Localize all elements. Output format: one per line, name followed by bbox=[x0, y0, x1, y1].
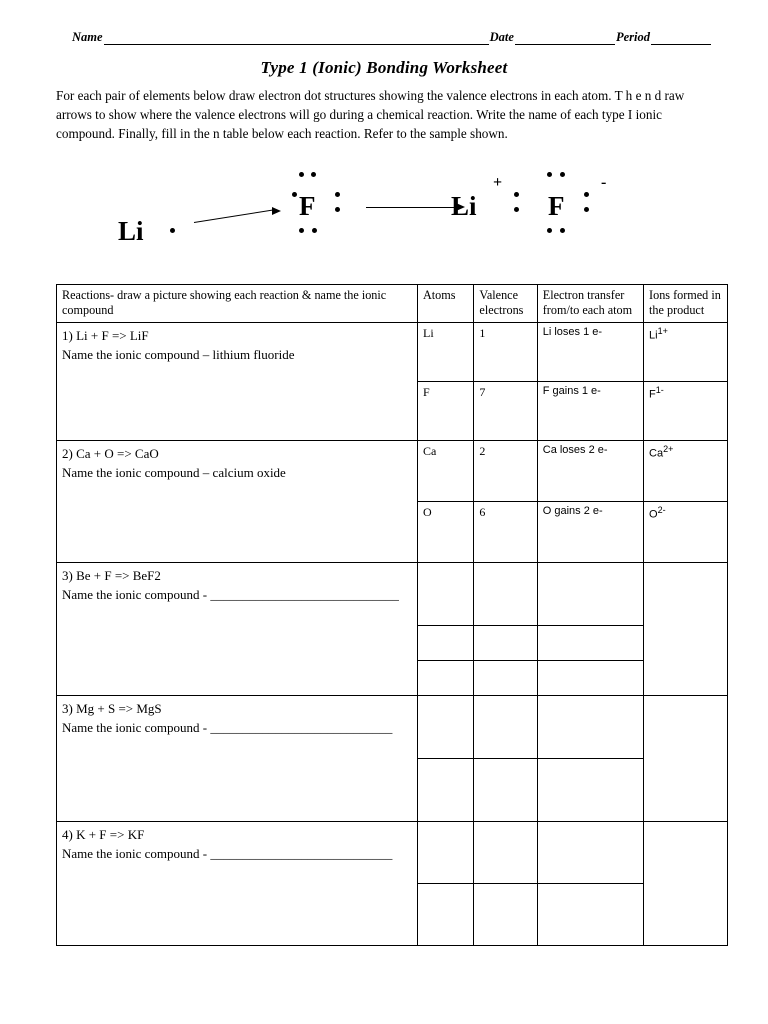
diagram-f-atom: F bbox=[299, 191, 316, 221]
diagram-li-charge: + bbox=[493, 174, 503, 191]
header-valence: Valence electrons bbox=[474, 285, 537, 323]
ion-cell[interactable] bbox=[644, 821, 728, 945]
ion-charge: 2- bbox=[657, 504, 666, 515]
period-label: Period bbox=[615, 30, 650, 44]
compound-name-line: Name the ionic compound – calcium oxide bbox=[62, 465, 286, 480]
electron-dot bbox=[170, 228, 175, 233]
sample-reaction-diagram bbox=[56, 160, 716, 268]
transfer-cell[interactable] bbox=[537, 695, 643, 758]
electron-dot bbox=[547, 172, 552, 177]
reaction-cell-1[interactable] bbox=[57, 322, 418, 440]
compound-name-line: Name the ionic compound - ____________________________ bbox=[62, 720, 393, 735]
valence-cell[interactable]: 6 bbox=[474, 501, 537, 562]
ion-symbol: F bbox=[649, 388, 656, 401]
page-title: Type 1 (Ionic) Bonding Worksheet bbox=[260, 58, 508, 77]
atom-cell[interactable] bbox=[417, 883, 473, 945]
table-row[interactable] bbox=[57, 322, 728, 381]
atom-cell[interactable]: F bbox=[417, 381, 473, 440]
electron-dot bbox=[560, 228, 565, 233]
ion-cell[interactable] bbox=[644, 322, 728, 381]
ion-symbol: Li bbox=[649, 329, 658, 342]
reaction-cell-3[interactable] bbox=[57, 562, 418, 695]
atom-cell[interactable]: O bbox=[417, 501, 473, 562]
valence-cell[interactable]: 1 bbox=[474, 322, 537, 381]
reaction-cell-5[interactable] bbox=[57, 821, 418, 945]
table-row[interactable] bbox=[57, 562, 728, 625]
valence-cell[interactable] bbox=[474, 695, 537, 758]
ion-symbol: O bbox=[649, 508, 658, 521]
electron-dot bbox=[514, 192, 519, 197]
atom-cell[interactable]: Ca bbox=[417, 440, 473, 501]
compound-name-line: Name the ionic compound – lithium fluoride bbox=[62, 347, 295, 362]
electron-dot bbox=[335, 192, 340, 197]
valence-cell[interactable] bbox=[474, 821, 537, 883]
header-ions: Ions formed in the product bbox=[644, 285, 728, 323]
reaction-arrow-line bbox=[366, 207, 458, 208]
electron-dot bbox=[584, 192, 589, 197]
transfer-cell[interactable]: O gains 2 e- bbox=[537, 501, 643, 562]
ion-charge: 1+ bbox=[657, 325, 668, 336]
reaction-cell-4[interactable] bbox=[57, 695, 418, 821]
ion-cell[interactable] bbox=[644, 695, 728, 821]
transfer-arrow-head bbox=[272, 207, 281, 215]
transfer-cell[interactable]: Ca loses 2 e- bbox=[537, 440, 643, 501]
transfer-cell[interactable] bbox=[537, 821, 643, 883]
name-label: Name bbox=[72, 30, 103, 44]
atom-cell[interactable]: Li bbox=[417, 322, 473, 381]
table-header-row bbox=[57, 285, 728, 323]
ion-symbol: Ca bbox=[649, 447, 664, 460]
intro-paragraph: For each pair of elements below draw electron dot structures showing the valence electrons in each atom. T h e n d raw arrows to show where the valence electrons will go during a chemical reaction. Write the name of each type I ionic compound. Finally, fill in the n table below each reaction. Refer to the sample shown. bbox=[56, 88, 685, 142]
transfer-cell[interactable] bbox=[537, 883, 643, 945]
table-row[interactable] bbox=[57, 440, 728, 501]
reaction-cell-2[interactable] bbox=[57, 440, 418, 562]
atom-cell[interactable] bbox=[417, 625, 473, 660]
table-row[interactable] bbox=[57, 695, 728, 758]
date-blank[interactable] bbox=[515, 33, 615, 45]
compound-name-line: Name the ionic compound - _____________________________ bbox=[62, 587, 399, 602]
diagram-product-li: Li bbox=[451, 191, 477, 221]
transfer-cell[interactable] bbox=[537, 625, 643, 660]
electron-dot bbox=[299, 228, 304, 233]
header-atoms: Atoms bbox=[417, 285, 473, 323]
diagram-f-charge: - bbox=[601, 174, 607, 191]
date-label: Date bbox=[489, 30, 514, 44]
table-row[interactable] bbox=[57, 821, 728, 883]
reaction-equation: 2) Ca + O => CaO bbox=[62, 445, 159, 461]
diagram-li-atom: Li bbox=[118, 216, 144, 246]
transfer-cell[interactable] bbox=[537, 660, 643, 695]
ion-charge: 1- bbox=[655, 384, 664, 395]
name-blank[interactable] bbox=[104, 33, 489, 45]
electron-dot bbox=[292, 192, 297, 197]
header-fields bbox=[72, 30, 712, 45]
electron-dot bbox=[311, 172, 316, 177]
reaction-equation: 3) Mg + S => MgS bbox=[62, 700, 162, 716]
electron-dot bbox=[299, 172, 304, 177]
transfer-cell[interactable] bbox=[537, 758, 643, 821]
valence-cell[interactable]: 7 bbox=[474, 381, 537, 440]
ion-cell[interactable] bbox=[644, 501, 728, 562]
valence-cell[interactable] bbox=[474, 625, 537, 660]
reaction-equation: 4) K + F => KF bbox=[62, 826, 145, 842]
electron-dot bbox=[312, 228, 317, 233]
valence-cell[interactable]: 2 bbox=[474, 440, 537, 501]
ion-cell[interactable] bbox=[644, 440, 728, 501]
electron-dot bbox=[560, 172, 565, 177]
header-transfer: Electron transfer from/to each atom bbox=[537, 285, 643, 323]
atom-cell[interactable] bbox=[417, 758, 473, 821]
valence-cell[interactable] bbox=[474, 660, 537, 695]
ion-cell[interactable] bbox=[644, 562, 728, 695]
compound-name-line: Name the ionic compound - ____________________________ bbox=[62, 846, 393, 861]
valence-cell[interactable] bbox=[474, 758, 537, 821]
header-reactions: Reactions- draw a picture showing each reaction & name the ionic compound bbox=[57, 285, 418, 323]
transfer-cell[interactable] bbox=[537, 562, 643, 625]
ion-charge: 2+ bbox=[663, 443, 674, 454]
reaction-equation: 3) Be + F => BeF2 bbox=[62, 567, 161, 583]
reactions-table bbox=[56, 284, 728, 946]
period-blank[interactable] bbox=[651, 33, 711, 45]
valence-cell[interactable] bbox=[474, 562, 537, 625]
atom-cell[interactable] bbox=[417, 562, 473, 625]
electron-dot bbox=[335, 207, 340, 212]
electron-dot bbox=[584, 207, 589, 212]
atom-cell[interactable] bbox=[417, 660, 473, 695]
ion-cell[interactable] bbox=[644, 381, 728, 440]
electron-dot bbox=[547, 228, 552, 233]
valence-cell[interactable] bbox=[474, 883, 537, 945]
atom-cell[interactable] bbox=[417, 821, 473, 883]
reaction-equation: 1) Li + F => LiF bbox=[62, 327, 149, 343]
transfer-cell[interactable]: F gains 1 e- bbox=[537, 381, 643, 440]
transfer-cell[interactable]: Li loses 1 e- bbox=[537, 322, 643, 381]
transfer-arrow-line bbox=[194, 209, 273, 223]
diagram-product-f: F bbox=[548, 191, 565, 221]
atom-cell[interactable] bbox=[417, 695, 473, 758]
electron-dot bbox=[514, 207, 519, 212]
